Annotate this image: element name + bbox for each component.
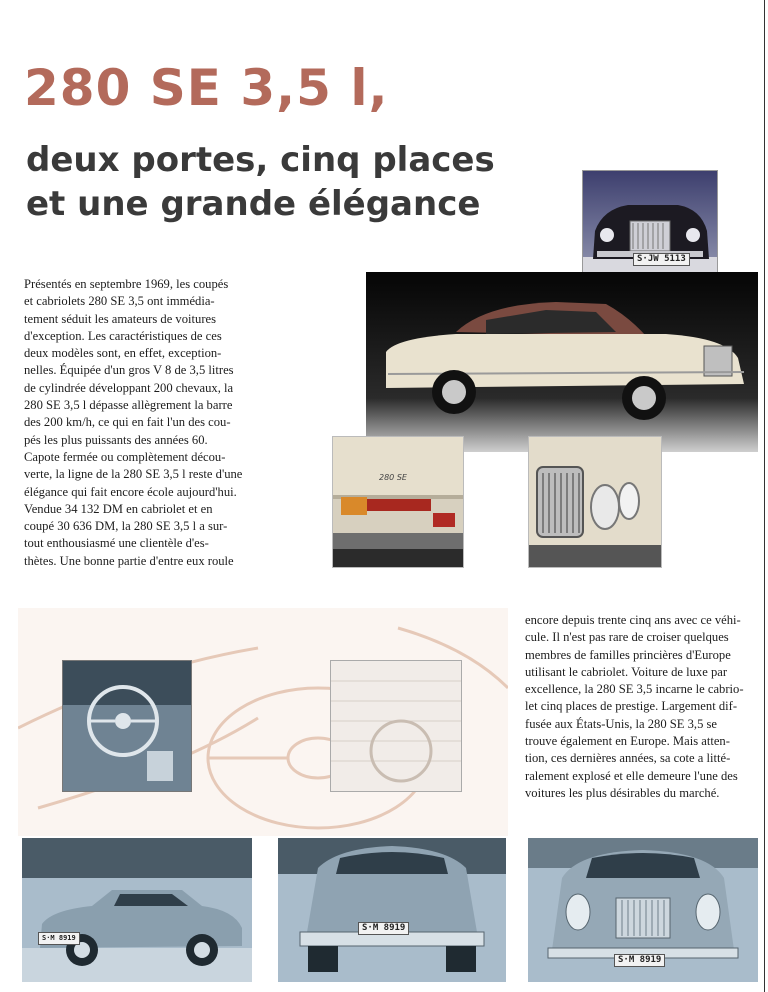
photo-cabriolet-side — [366, 272, 758, 452]
article-subtitle — [26, 138, 495, 226]
photo-coupe-rear — [278, 838, 506, 982]
subtitle-line-1: deux portes, cinq places — [26, 140, 495, 180]
front-plate-label: S·JW 5113 — [633, 253, 690, 266]
rear-plate-label: S·M 8919 — [358, 922, 409, 935]
article-text-right: encore depuis trente cinq ans avec ce véhi- cule. Il n'est pas rare de croiser quelques membres de familles princières d'Europe utilisant le cabriolet. Voiture de luxe par excellence, la 280 SE 3,5 incarne le cabrio- let cinq places de prestige. Largement dif- fusée aux États-Unis, la 280 SE 3,5 se trouve également en Europe. Mais atten- tion, ces dernières années, sa cote a litté- ralement explosé et elle demeure l'une des voitures les plus désirables du marché. — [525, 613, 744, 800]
photo-interior-light — [330, 660, 462, 792]
photo-coupe-side — [22, 838, 252, 982]
page-border — [764, 0, 765, 992]
subtitle-line-2: et une grande élégance — [26, 184, 481, 224]
photo-trunk-badge — [332, 436, 464, 568]
trunk-badge-label: 280 SE — [379, 473, 407, 482]
article-title: 280 SE 3,5 l, — [24, 59, 389, 117]
photo-front-cabriolet — [582, 170, 718, 286]
coupe-side-plate-label: S·M 8919 — [38, 932, 80, 945]
photo-interior-dashboard — [62, 660, 192, 792]
front-plate-label-2: S·M 8919 — [614, 954, 665, 967]
photo-front-grille — [528, 436, 662, 568]
article-text-left: Présentés en septembre 1969, les coupés et cabriolets 280 SE 3,5 ont immédia- tement séduit les amateurs de voitures d'exception. Les caractéristiques de ces deux modèles sont, en effet, exception- nelles. Équipée d'un gros V 8 de 3,5 litres de cylindrée développant 200 chevaux, la 280 SE 3,5 l dépasse allègrement la barre des 200 km/h, ce qui en fait l'un des cou- pés les plus puissants des années 60. Capote fermée ou complètement décou- verte, la ligne de la 280 SE 3,5 l reste d'une élégance qui fait encore école aujourd'hui. Vendue 34 132 DM en cabriolet et en coupé 30 636 DM, la 280 SE 3,5 l a sur- tout enthousiasmé une clientèle d'es- thètes. Une bonne partie d'entre eux roule — [24, 277, 243, 568]
photo-coupe-front — [528, 838, 758, 982]
